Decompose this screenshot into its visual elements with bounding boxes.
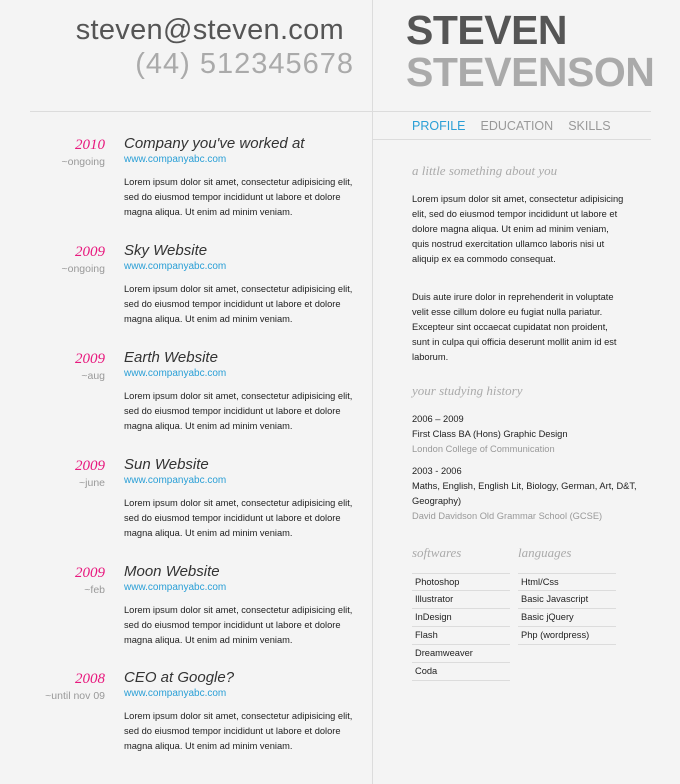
job-period: ~ongoing bbox=[61, 156, 105, 168]
education-school: David Davidson Old Grammar School (GCSE) bbox=[412, 511, 603, 521]
job-url-link[interactable]: www.companyabc.com bbox=[124, 582, 227, 593]
job-year: 2008 bbox=[75, 671, 105, 687]
contact-phone: (44) 512345678 bbox=[135, 48, 354, 80]
job-url-link[interactable]: www.companyabc.com bbox=[124, 688, 227, 699]
job-year: 2009 bbox=[75, 458, 105, 474]
education-years: 2006 – 2009 bbox=[412, 414, 464, 424]
about-paragraph-1: Lorem ipsum dolor sit amet, consectetur adipisicing elit, sed do eiusmod tempor incididunt ut labore et dolore magna aliqua. Ut enim ad minim veniam, quis nostrud exercitation ullamco laboris nisi ut aliquip ex ea commodo consequat. bbox=[412, 194, 624, 264]
tabs-divider bbox=[373, 139, 651, 140]
education-heading: your studying history bbox=[412, 383, 523, 398]
list-item: InDesign bbox=[412, 609, 510, 627]
job-year: 2009 bbox=[75, 244, 105, 260]
job-title: CEO at Google? bbox=[124, 669, 235, 686]
section-tabs bbox=[412, 119, 611, 133]
education-years: 2003 - 2006 bbox=[412, 466, 462, 476]
list-item: Coda bbox=[412, 663, 510, 681]
education-entry bbox=[412, 412, 642, 457]
contact-email[interactable]: steven@steven.com bbox=[75, 14, 344, 46]
job-title: Company you've worked at bbox=[124, 135, 305, 152]
job-year: 2010 bbox=[75, 137, 105, 153]
job-year: 2009 bbox=[75, 565, 105, 581]
job-period: ~feb bbox=[84, 584, 105, 596]
about-paragraph-2: Duis aute irure dolor in reprehenderit in voluptate velit esse cillum dolore eu fugiat nulla pariatur. Excepteur sint occaecat cupidatat non proident, sunt in culpa qui officia deserunt mollit anim id est laborum. bbox=[412, 292, 617, 362]
about-heading: a little something about you bbox=[412, 163, 558, 178]
tab-profile[interactable]: PROFILE bbox=[412, 119, 466, 133]
education-detail: Maths, English, English Lit, Biology, German, Art, D&T, Geography) bbox=[412, 481, 637, 506]
list-item: Dreamweaver bbox=[412, 645, 510, 663]
job-description: Lorem ipsum dolor sit amet, consectetur adipisicing elit, sed do eiusmod tempor incididunt ut labore et dolore magna aliqua. Ut enim ad minim veniam. bbox=[124, 177, 353, 217]
languages-list bbox=[518, 573, 616, 645]
tab-skills[interactable]: SKILLS bbox=[568, 119, 611, 133]
list-item: Basic jQuery bbox=[518, 609, 616, 627]
job-description: Lorem ipsum dolor sit amet, consectetur adipisicing elit, sed do eiusmod tempor incididunt ut labore et dolore magna aliqua. Ut enim ad minim veniam. bbox=[124, 711, 353, 751]
job-period: ~ongoing bbox=[61, 263, 105, 275]
education-detail: First Class BA (Hons) Graphic Design bbox=[412, 429, 568, 439]
job-url-link[interactable]: www.companyabc.com bbox=[124, 261, 227, 272]
job-description: Lorem ipsum dolor sit amet, consectetur adipisicing elit, sed do eiusmod tempor incididunt ut labore et dolore magna aliqua. Ut enim ad minim veniam. bbox=[124, 284, 353, 324]
job-title: Sky Website bbox=[124, 242, 208, 259]
job-year: 2009 bbox=[75, 351, 105, 367]
tab-education[interactable]: EDUCATION bbox=[480, 119, 554, 133]
list-item: Basic Javascript bbox=[518, 591, 616, 609]
job-title: Sun Website bbox=[124, 456, 209, 473]
job-url-link[interactable]: www.companyabc.com bbox=[124, 475, 227, 486]
softwares-list bbox=[412, 573, 510, 681]
job-period: ~aug bbox=[81, 370, 105, 382]
header-divider-left bbox=[30, 111, 372, 112]
education-entry bbox=[412, 464, 642, 524]
list-item: Php (wordpress) bbox=[518, 627, 616, 645]
list-item: Illustrator bbox=[412, 591, 510, 609]
job-description: Lorem ipsum dolor sit amet, consectetur adipisicing elit, sed do eiusmod tempor incididunt ut labore et dolore magna aliqua. Ut enim ad minim veniam. bbox=[124, 498, 353, 538]
job-url-link[interactable]: www.companyabc.com bbox=[124, 368, 227, 379]
job-description: Lorem ipsum dolor sit amet, consectetur adipisicing elit, sed do eiusmod tempor incididunt ut labore et dolore magna aliqua. Ut enim ad minim veniam. bbox=[124, 605, 353, 645]
name-first: STEVEN bbox=[406, 7, 568, 53]
job-period: ~until nov 09 bbox=[45, 690, 105, 702]
list-item: Html/Css bbox=[518, 573, 616, 591]
job-description: Lorem ipsum dolor sit amet, consectetur adipisicing elit, sed do eiusmod tempor incididunt ut labore et dolore magna aliqua. Ut enim ad minim veniam. bbox=[124, 391, 353, 431]
languages-heading: languages bbox=[518, 545, 572, 560]
education-school: London College of Communication bbox=[412, 444, 555, 454]
list-item: Photoshop bbox=[412, 573, 510, 591]
column-divider bbox=[372, 0, 373, 784]
job-title: Moon Website bbox=[124, 563, 220, 580]
list-item: Flash bbox=[412, 627, 510, 645]
name-last: STEVENSON bbox=[406, 49, 655, 95]
softwares-heading: softwares bbox=[412, 545, 462, 560]
job-title: Earth Website bbox=[124, 349, 218, 366]
job-period: ~june bbox=[79, 477, 105, 489]
job-url-link[interactable]: www.companyabc.com bbox=[124, 154, 227, 165]
header-divider-right bbox=[373, 111, 651, 112]
